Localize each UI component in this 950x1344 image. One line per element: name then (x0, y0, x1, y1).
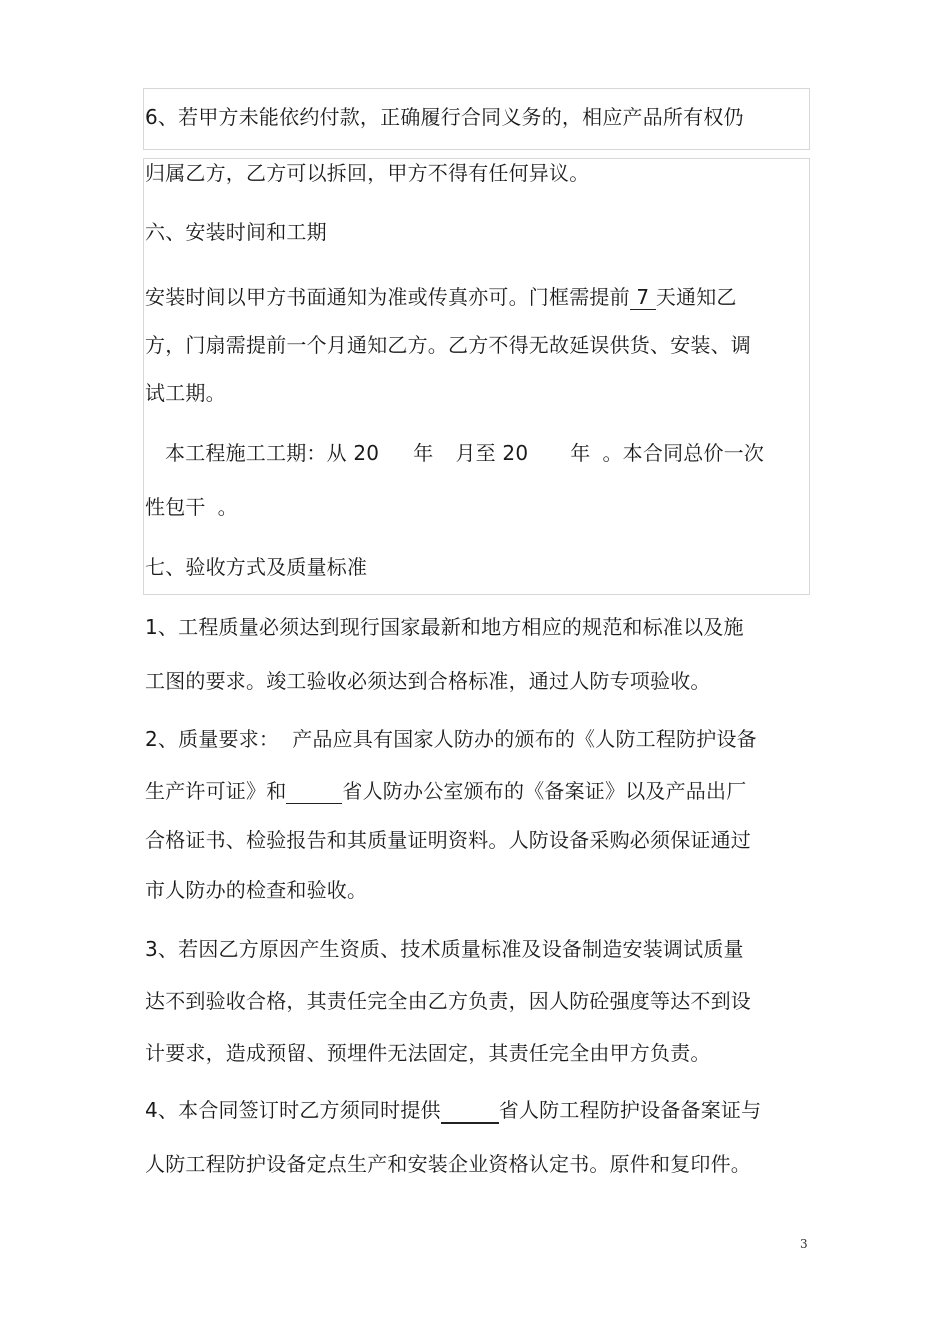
item-4-line-1 (145, 1096, 761, 1124)
item-3-line-3: 计要求，造成预留、预埋件无法固定，其责任完全由甲方负责。 (145, 1041, 711, 1065)
item-2-line-2 (145, 777, 746, 805)
install-text-a: 安装时间以甲方书面通知为准或传真亦可。门框需提前 (145, 285, 630, 309)
item-4-text-a: 4、本合同签订时乙方须同时提供 (145, 1098, 441, 1122)
period-text-b: 月至 (455, 441, 496, 465)
construction-period-line-2 (145, 493, 238, 521)
install-time-line-1 (145, 283, 737, 311)
item-4-text-b: 省人防工程防护设备备案证与 (498, 1098, 762, 1122)
clause-6-line-1: 6、若甲方未能依约付款，正确履行合同义务的，相应产品所有权仍 (145, 105, 744, 129)
item-1-line-1: 1、工程质量必须达到现行国家最新和地方相应的规范和标准以及施 (145, 615, 744, 639)
page-number: 3 (800, 1237, 808, 1251)
item-4-line-2: 人防工程防护设备定点生产和安装企业资格认定书。原件和复印件。 (145, 1152, 751, 1176)
period-text-c: 。本合同总价一次 (602, 441, 765, 465)
period-text-d: 性包干 (145, 495, 206, 519)
item-3-line-2: 达不到验收合格，其责任完全由乙方负责，因人防砼强度等达不到设 (145, 989, 751, 1013)
start-year-prefix: 20 (353, 441, 380, 465)
item-1-line-2: 工图的要求。竣工验收必须达到合格标准，通过人防专项验收。 (145, 669, 711, 693)
end-year-char: 年 (570, 441, 591, 465)
item-2-line-4: 市人防办的检查和验收。 (145, 878, 368, 902)
install-text-b: 天通知乙 (655, 285, 737, 309)
section-6-heading: 六、安装时间和工期 (145, 220, 327, 244)
install-time-line-2: 方，门扇需提前一个月通知乙方。乙方不得无故延误供货、安装、调 (145, 333, 751, 357)
notice-days-field: 7 (630, 285, 656, 310)
period-text-a: 本工程施工工期：从 (165, 441, 347, 465)
period-text-e: 。 (217, 495, 238, 519)
item-2-line-1: 2、质量要求： 产品应具有国家人防办的颁布的《人防工程防护设备 (145, 727, 757, 751)
item-3-line-1: 3、若因乙方原因产生资质、技术质量标准及设备制造安装调试质量 (145, 937, 744, 961)
install-time-line-3: 试工期。 (145, 381, 226, 405)
province-blank-field (286, 779, 342, 804)
item-2-line-3: 合格证书、检验报告和其质量证明资料。人防设备采购必须保证通过 (145, 828, 751, 852)
clause-6-line-2: 归属乙方，乙方可以拆回，甲方不得有任何异议。 (145, 161, 590, 185)
start-year-char: 年 (413, 441, 434, 465)
construction-period-line-1 (165, 439, 764, 467)
item-2-text-a: 生产许可证》和 (145, 779, 287, 803)
province-blank-field-2 (441, 1098, 499, 1124)
end-year-prefix: 20 (502, 441, 529, 465)
section-7-heading: 七、验收方式及质量标准 (145, 555, 368, 579)
item-2-text-b: 省人防办公室颁布的《备案证》以及产品出厂 (342, 779, 747, 803)
